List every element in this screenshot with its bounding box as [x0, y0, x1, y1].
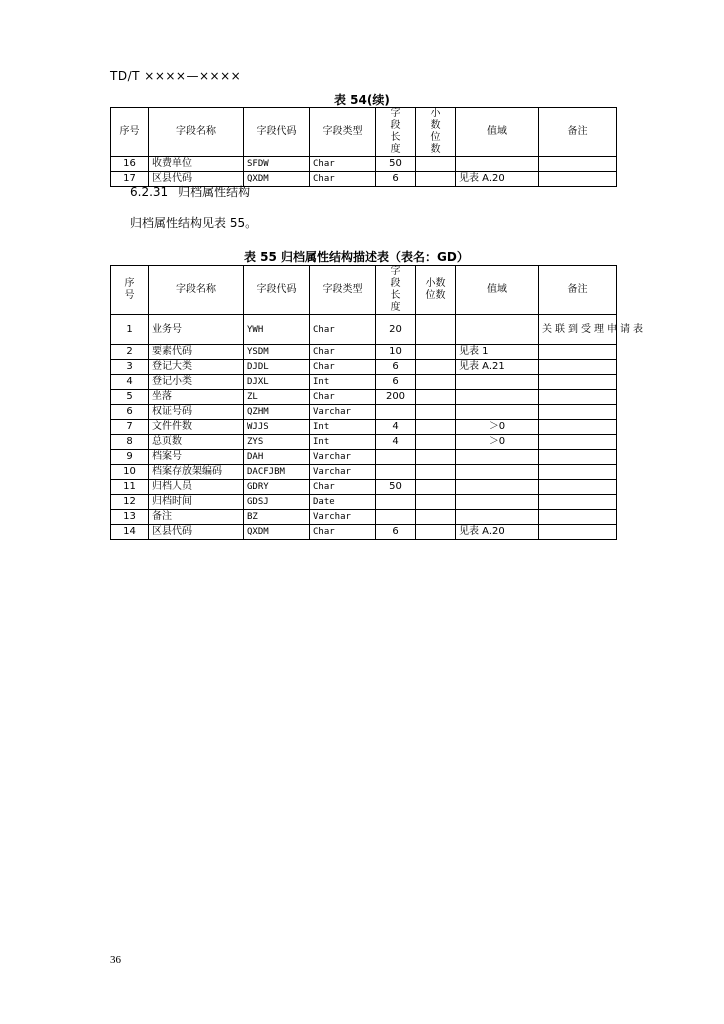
section-title: 归档属性结构 — [178, 185, 251, 199]
table-cell — [416, 405, 456, 420]
header-cell: 备注 — [539, 266, 617, 315]
table-cell: 见表 A.20 — [456, 525, 539, 540]
header-cell: 字段名称 — [149, 266, 244, 315]
table-cell: SFDW — [244, 157, 310, 172]
table-cell: DJDL — [244, 360, 310, 375]
table-cell: 文件件数 — [149, 420, 244, 435]
table-cell — [539, 495, 617, 510]
table-cell: YWH — [244, 315, 310, 345]
header-cell: 序号 — [111, 266, 149, 315]
table-row — [111, 435, 617, 450]
section-heading — [130, 183, 250, 200]
table-cell: 10 — [376, 345, 416, 360]
table-cell — [539, 450, 617, 465]
document-header: TD/T ××××—×××× — [110, 69, 242, 83]
table-cell — [376, 450, 416, 465]
table-row — [111, 360, 617, 375]
table-cell — [376, 495, 416, 510]
table-cell — [416, 435, 456, 450]
header-cell: 字段长度 — [376, 108, 416, 157]
table-cell: 17 — [111, 172, 149, 187]
header-cell: 值域 — [456, 266, 539, 315]
table-55 — [110, 265, 646, 540]
table-cell — [416, 510, 456, 525]
table-cell — [416, 480, 456, 495]
table-cell — [376, 510, 416, 525]
header-cell: 备注 — [539, 108, 617, 157]
table-cell — [539, 390, 617, 405]
table-cell: 权证号码 — [149, 405, 244, 420]
table-cell: 要素代码 — [149, 345, 244, 360]
table-cell: GDRY — [244, 480, 310, 495]
table-cell — [456, 315, 539, 345]
table-cell — [416, 315, 456, 345]
table-cell: 13 — [111, 510, 149, 525]
table-cell: 登记小类 — [149, 375, 244, 390]
table-cell — [416, 450, 456, 465]
table-54-caption: 表 54(续) — [334, 93, 390, 107]
table-54 — [110, 107, 617, 187]
table-cell — [539, 465, 617, 480]
table-cell — [539, 172, 617, 187]
table-cell: 坐落 — [149, 390, 244, 405]
table-cell: 档案号 — [149, 450, 244, 465]
table-cell: Int — [310, 420, 376, 435]
table-cell: 3 — [111, 360, 149, 375]
table-cell: Varchar — [310, 465, 376, 480]
table-cell: Char — [310, 172, 376, 187]
table-cell — [539, 435, 617, 450]
table-cell: Date — [310, 495, 376, 510]
table-cell — [416, 375, 456, 390]
table-cell: GDSJ — [244, 495, 310, 510]
table-cell — [456, 405, 539, 420]
table-row — [111, 390, 617, 405]
table-cell: 关联到受理申请表 — [539, 315, 617, 345]
table-cell: 9 — [111, 450, 149, 465]
table-cell — [456, 480, 539, 495]
table-cell: DJXL — [244, 375, 310, 390]
table-cell — [539, 510, 617, 525]
table-cell: 6 — [376, 172, 416, 187]
table-cell — [456, 157, 539, 172]
table-cell — [416, 360, 456, 375]
table-row — [111, 345, 617, 360]
table-cell: 6 — [111, 405, 149, 420]
table-cell — [539, 525, 617, 540]
table-cell: 4 — [376, 435, 416, 450]
table-cell — [416, 495, 456, 510]
table-cell: 1 — [111, 315, 149, 345]
table-cell — [416, 345, 456, 360]
table-row — [111, 315, 617, 345]
table-cell: Int — [310, 435, 376, 450]
table-cell: Varchar — [310, 405, 376, 420]
table-cell: QXDM — [244, 525, 310, 540]
table-cell: 4 — [376, 420, 416, 435]
table-55-caption: 表 55 归档属性结构描述表（表名：GD） — [244, 250, 469, 264]
table-cell: Char — [310, 345, 376, 360]
table-cell — [416, 465, 456, 480]
table-cell — [456, 465, 539, 480]
header-cell: 字段名称 — [149, 108, 244, 157]
table-cell: 12 — [111, 495, 149, 510]
table-cell: 4 — [111, 375, 149, 390]
table-cell: 归档人员 — [149, 480, 244, 495]
header-cell: 小数位数 — [416, 108, 456, 157]
table-cell — [456, 450, 539, 465]
table-cell: 200 — [376, 390, 416, 405]
table-cell — [539, 420, 617, 435]
table-row — [111, 510, 617, 525]
table-cell: Char — [310, 157, 376, 172]
table-cell: 7 — [111, 420, 149, 435]
table-cell — [539, 405, 617, 420]
table-cell: 11 — [111, 480, 149, 495]
table-row — [111, 450, 617, 465]
table-cell — [416, 172, 456, 187]
table-cell: 业务号 — [149, 315, 244, 345]
header-cell: 字段长度 — [376, 266, 416, 315]
table-cell: 见表 A.20 — [456, 172, 539, 187]
table-cell: DAH — [244, 450, 310, 465]
table-cell: Char — [310, 480, 376, 495]
header-cell: 字段代码 — [244, 108, 310, 157]
table-cell: 6 — [376, 375, 416, 390]
header-cell: 字段类型 — [310, 266, 376, 315]
table-row — [111, 480, 617, 495]
table-cell — [539, 360, 617, 375]
table-cell: 收费单位 — [149, 157, 244, 172]
table-cell: ZL — [244, 390, 310, 405]
table-cell: 登记大类 — [149, 360, 244, 375]
header-cell: 字段类型 — [310, 108, 376, 157]
table-cell: 备注 — [149, 510, 244, 525]
table-cell: 50 — [376, 157, 416, 172]
table-cell: 8 — [111, 435, 149, 450]
table-cell: YSDM — [244, 345, 310, 360]
table-cell: 见表 A.21 — [456, 360, 539, 375]
page-number: 36 — [110, 954, 121, 966]
table-row — [111, 420, 617, 435]
table-row — [111, 525, 617, 540]
table-cell: ＞0 — [456, 435, 539, 450]
header-cell: 字段代码 — [244, 266, 310, 315]
header-cell: 小数位数 — [416, 266, 456, 315]
table-cell — [456, 390, 539, 405]
table-cell: 6 — [376, 360, 416, 375]
section-number: 6.2.31 — [130, 185, 169, 199]
table-cell — [539, 157, 617, 172]
table-cell: Varchar — [310, 510, 376, 525]
table-cell — [416, 525, 456, 540]
table-row — [111, 405, 617, 420]
table-cell: 14 — [111, 525, 149, 540]
table-row — [111, 495, 617, 510]
table-row — [111, 465, 617, 480]
table-cell: 5 — [111, 390, 149, 405]
table-cell: ＞0 — [456, 420, 539, 435]
table-cell: DACFJBM — [244, 465, 310, 480]
table-cell — [539, 375, 617, 390]
table-cell: QXDM — [244, 172, 310, 187]
table-cell — [456, 510, 539, 525]
table-cell — [416, 390, 456, 405]
table-cell — [416, 157, 456, 172]
table-cell: 见表 1 — [456, 345, 539, 360]
table-cell — [539, 480, 617, 495]
table-cell: 档案存放架编码 — [149, 465, 244, 480]
header-cell: 值域 — [456, 108, 539, 157]
table-cell: 区县代码 — [149, 172, 244, 187]
table-cell: 归档时间 — [149, 495, 244, 510]
table-cell: QZHM — [244, 405, 310, 420]
table-row — [111, 157, 617, 172]
table-cell: ZYS — [244, 435, 310, 450]
table-cell — [456, 375, 539, 390]
table-cell: 16 — [111, 157, 149, 172]
header-cell: 序号 — [111, 108, 149, 157]
table-cell: Varchar — [310, 450, 376, 465]
table-cell: Char — [310, 525, 376, 540]
table-row — [111, 375, 617, 390]
table-cell — [456, 495, 539, 510]
table-cell: 6 — [376, 525, 416, 540]
table-cell: Int — [310, 375, 376, 390]
table-cell: WJJS — [244, 420, 310, 435]
body-paragraph: 归档属性结构见表 55。 — [130, 216, 258, 230]
table-cell — [539, 345, 617, 360]
table-cell: 20 — [376, 315, 416, 345]
table-cell — [376, 405, 416, 420]
table-cell: Char — [310, 360, 376, 375]
table-cell: 区县代码 — [149, 525, 244, 540]
table-cell: Char — [310, 315, 376, 345]
table-cell — [416, 420, 456, 435]
table-cell — [376, 465, 416, 480]
table-cell: 50 — [376, 480, 416, 495]
table-cell: BZ — [244, 510, 310, 525]
table-cell: Char — [310, 390, 376, 405]
table-cell: 总页数 — [149, 435, 244, 450]
table-cell: 10 — [111, 465, 149, 480]
table-cell: 2 — [111, 345, 149, 360]
